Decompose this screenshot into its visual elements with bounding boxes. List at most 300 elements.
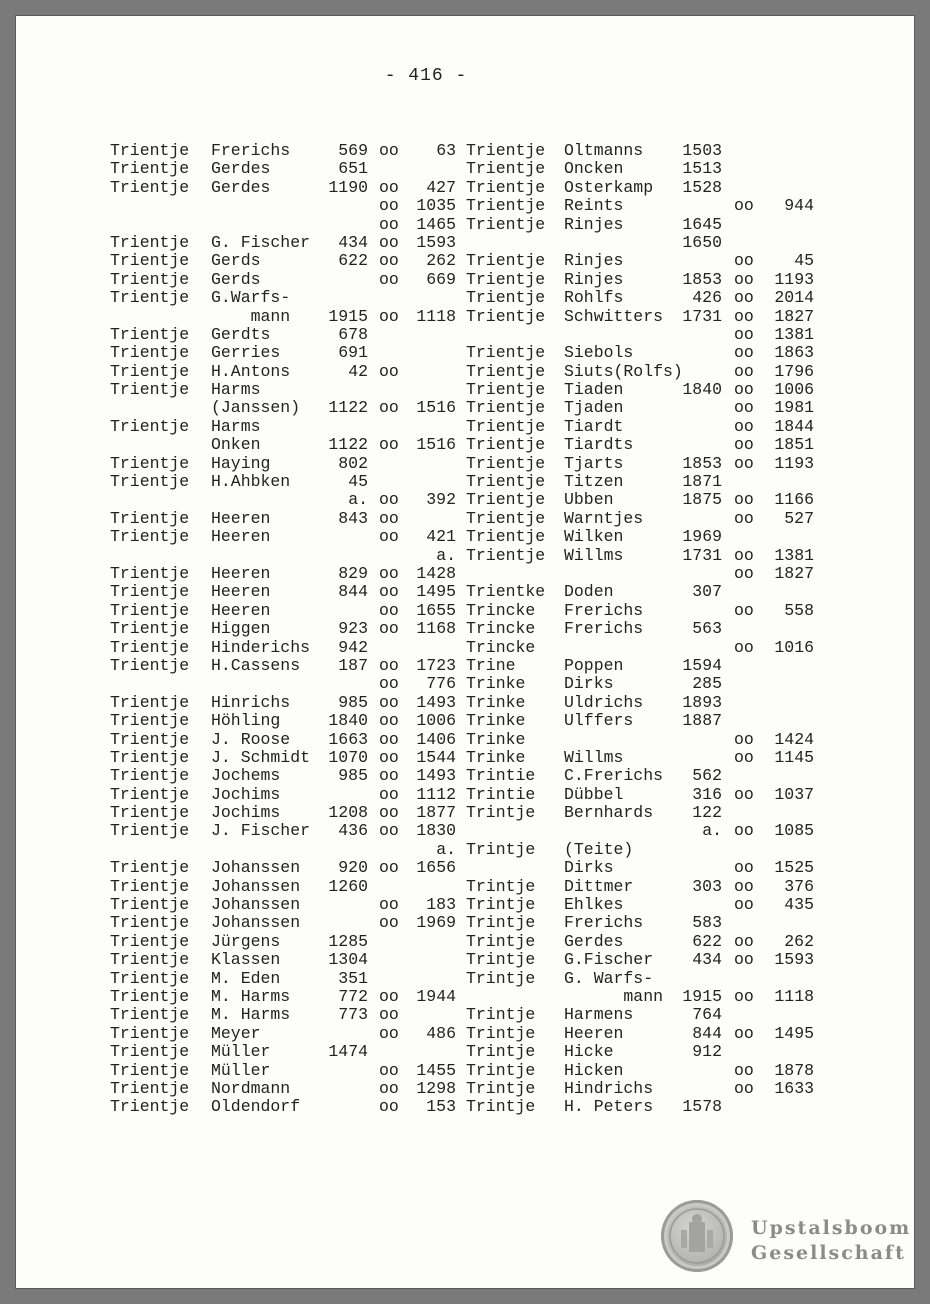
last-name: Uldrichs <box>564 692 644 712</box>
entry-number: 583 <box>692 913 722 933</box>
reference-number: 2014 <box>774 288 814 308</box>
first-name: Trintje <box>466 876 536 896</box>
first-name: Trine <box>466 655 516 675</box>
entry-number: 187 <box>338 655 368 675</box>
marriage-marker: oo <box>734 196 754 216</box>
last-name: Hinrichs <box>211 692 291 712</box>
last-name: Dirks <box>564 674 614 694</box>
first-name: Trientje <box>110 784 190 804</box>
last-name: Oltmanns <box>564 141 644 160</box>
first-name: Trientje <box>110 251 190 271</box>
first-name: Trientje <box>110 858 190 878</box>
last-name: Warntjes <box>564 508 644 528</box>
marriage-marker: oo <box>379 711 399 731</box>
marriage-marker: oo <box>734 986 754 1006</box>
first-name: Trintje <box>466 1097 536 1117</box>
marriage-marker: oo <box>379 600 399 620</box>
first-name: Trientje <box>466 545 546 565</box>
marriage-marker: oo <box>379 674 399 694</box>
entry-number: 351 <box>338 968 368 988</box>
marriage-marker: oo <box>379 177 399 197</box>
reference-number: 1298 <box>416 1078 456 1098</box>
marriage-marker: oo <box>734 361 754 381</box>
last-name: Johanssen <box>211 895 301 915</box>
entry-number: 985 <box>338 766 368 786</box>
entry-number: 1731 <box>682 545 722 565</box>
entry-number: a. <box>348 490 368 510</box>
entry-number: 1503 <box>682 141 722 160</box>
logo-line-1: Upstalsboom <box>751 1217 912 1239</box>
first-name: Trientje <box>110 324 190 344</box>
first-name: Trinke <box>466 729 526 749</box>
marriage-marker: oo <box>734 508 754 528</box>
entry-number: 773 <box>338 1005 368 1025</box>
first-name: Trientje <box>110 637 190 657</box>
entry-number: 1915 <box>682 986 722 1006</box>
first-name: Trientje <box>110 1042 190 1062</box>
last-name: Poppen <box>564 655 624 675</box>
reference-number: 1830 <box>416 821 456 841</box>
last-name: Rinjes <box>564 214 624 234</box>
marriage-marker: oo <box>379 582 399 602</box>
marriage-marker: oo <box>379 803 399 823</box>
reference-number: 1525 <box>774 858 814 878</box>
first-name: Trincke <box>466 619 536 639</box>
reference-number: 1035 <box>416 196 456 216</box>
first-name: Trientje <box>110 361 190 381</box>
logo-text <box>751 1216 911 1266</box>
marriage-marker: oo <box>734 600 754 620</box>
marriage-marker: oo <box>379 729 399 749</box>
entry-number: a. <box>702 821 722 841</box>
first-name: Trintje <box>466 1078 536 1098</box>
marriage-marker: oo <box>379 821 399 841</box>
last-name: Wilken <box>564 527 624 547</box>
entry-number: 122 <box>692 803 722 823</box>
first-name: Trientje <box>110 472 190 492</box>
first-name: Trientje <box>110 931 190 951</box>
last-name: Ubben <box>564 490 614 510</box>
reference-number: 1406 <box>416 729 456 749</box>
first-name: Trientje <box>110 766 190 786</box>
reference-number: 1633 <box>774 1078 814 1098</box>
entry-number: 1594 <box>682 655 722 675</box>
first-name: Trientje <box>110 582 190 602</box>
reference-number: 392 <box>426 490 456 510</box>
marriage-marker: oo <box>379 1097 399 1117</box>
last-name: Reints <box>564 196 624 216</box>
last-name: Nordmann <box>211 1078 291 1098</box>
first-name: Trientje <box>110 177 190 197</box>
entry-number: 923 <box>338 619 368 639</box>
first-name: Trientje <box>466 435 546 455</box>
first-name: Trientje <box>110 141 190 160</box>
reference-number: 1827 <box>774 306 814 326</box>
marriage-marker: oo <box>379 398 399 418</box>
last-name: Gerds <box>211 269 261 289</box>
first-name: Trientje <box>110 986 190 1006</box>
last-name: Titzen <box>564 472 624 492</box>
marriage-marker: oo <box>379 747 399 767</box>
reference-number: 1465 <box>416 214 456 234</box>
first-name: Trintje <box>466 1005 536 1025</box>
marriage-marker: oo <box>379 1078 399 1098</box>
first-name: Trincke <box>466 600 536 620</box>
first-name: Trientje <box>110 655 190 675</box>
first-name: Trientje <box>110 563 190 583</box>
reference-number: 1424 <box>774 729 814 749</box>
last-name: Dittmer <box>564 876 634 896</box>
first-name: Trientje <box>466 214 546 234</box>
entry-number: 622 <box>692 931 722 951</box>
marriage-marker: oo <box>734 637 754 657</box>
marriage-marker: oo <box>379 490 399 510</box>
last-name: (Janssen) <box>211 398 301 418</box>
last-name: Dirks <box>564 858 614 878</box>
first-name: Trientke <box>466 582 546 602</box>
last-name: Hicken <box>564 1060 624 1080</box>
document-page <box>16 16 914 1288</box>
entry-number: 1840 <box>682 380 722 400</box>
last-name: Rinjes <box>564 251 624 271</box>
marriage-marker: oo <box>379 527 399 547</box>
entry-number: 1578 <box>682 1097 722 1117</box>
last-name: Müller <box>211 1060 271 1080</box>
entry-number: 434 <box>338 232 368 252</box>
seal-icon <box>661 1200 733 1272</box>
reference-number: 1944 <box>416 986 456 1006</box>
last-name: Frerichs <box>211 141 291 160</box>
marriage-marker: oo <box>734 1060 754 1080</box>
reference-number: 944 <box>784 196 814 216</box>
last-name: Höhling <box>211 711 281 731</box>
first-name: Trientje <box>466 416 546 436</box>
last-name: Schwitters <box>564 306 664 326</box>
reference-number: 63 <box>436 141 456 160</box>
last-name: J. Roose <box>211 729 291 749</box>
entry-number: 1663 <box>328 729 368 749</box>
first-name: Trientje <box>110 803 190 823</box>
reference-number: 1381 <box>774 324 814 344</box>
last-name: Siuts(Rolfs) <box>564 361 683 381</box>
entry-number: 426 <box>692 288 722 308</box>
last-name: M. Harms <box>211 1005 291 1025</box>
first-name: Trientje <box>466 472 546 492</box>
last-name: Johanssen <box>211 876 301 896</box>
first-name: Trientje <box>466 306 546 326</box>
last-name: Harmens <box>564 1005 634 1025</box>
first-name: Trientje <box>110 453 190 473</box>
last-name: Jochems <box>211 766 281 786</box>
reference-number: 1193 <box>774 269 814 289</box>
first-name: Trientje <box>466 269 546 289</box>
reference-number: 376 <box>784 876 814 896</box>
reference-number: 421 <box>426 527 456 547</box>
reference-number: 183 <box>426 895 456 915</box>
entry-number: 285 <box>692 674 722 694</box>
reference-number: 1844 <box>774 416 814 436</box>
entry-number: 829 <box>338 563 368 583</box>
marriage-marker: oo <box>734 453 754 473</box>
first-name: Trientje <box>110 1078 190 1098</box>
first-name: Trientje <box>110 692 190 712</box>
first-name: Trientje <box>110 232 190 252</box>
last-name: Heeren <box>211 563 271 583</box>
last-name: Heeren <box>211 527 271 547</box>
marriage-marker: oo <box>734 288 754 308</box>
first-name: Trientje <box>466 453 546 473</box>
last-name: Klassen <box>211 950 281 970</box>
first-name: Trintje <box>466 913 536 933</box>
logo-line-2: Gesellschaft <box>751 1242 906 1264</box>
marriage-marker: oo <box>734 416 754 436</box>
reference-number: 1593 <box>774 950 814 970</box>
first-name: Trientje <box>110 1060 190 1080</box>
reference-number: 1723 <box>416 655 456 675</box>
reference-number: 1969 <box>416 913 456 933</box>
first-name: Trintje <box>466 803 536 823</box>
entry-number: 1887 <box>682 711 722 731</box>
reference-number: 1656 <box>416 858 456 878</box>
marriage-marker: oo <box>734 1023 754 1043</box>
entry-number: 563 <box>692 619 722 639</box>
reference-number: 1112 <box>416 784 456 804</box>
entry-number: 1208 <box>328 803 368 823</box>
first-name: Trintje <box>466 839 536 859</box>
marriage-marker: oo <box>734 747 754 767</box>
last-name: J. Schmidt <box>211 747 311 767</box>
marriage-marker: oo <box>379 655 399 675</box>
last-name: mann <box>211 306 291 326</box>
reference-number: 1877 <box>416 803 456 823</box>
reference-number: 1168 <box>416 619 456 639</box>
entry-number: 651 <box>338 159 368 179</box>
first-name: Trientje <box>466 251 546 271</box>
entry-number: 1304 <box>328 950 368 970</box>
entry-number: 307 <box>692 582 722 602</box>
first-name: Trientje <box>110 729 190 749</box>
reference-number: 1516 <box>416 435 456 455</box>
entry-number: 942 <box>338 637 368 657</box>
first-name: Trientje <box>110 619 190 639</box>
reference-number: 1593 <box>416 232 456 252</box>
first-name: Trientje <box>110 711 190 731</box>
last-name: Haying <box>211 453 271 473</box>
last-name: Osterkamp <box>564 177 654 197</box>
entry-number: 1871 <box>682 472 722 492</box>
marriage-marker: oo <box>379 619 399 639</box>
reference-number: 1544 <box>416 747 456 767</box>
marriage-marker: oo <box>734 784 754 804</box>
last-name: J. Fischer <box>211 821 311 841</box>
last-name: Johanssen <box>211 913 301 933</box>
first-name: Trientje <box>110 747 190 767</box>
entry-number: 1650 <box>682 232 722 252</box>
last-name: Hicke <box>564 1042 614 1062</box>
reference-number: 1166 <box>774 490 814 510</box>
reference-number: 1006 <box>416 711 456 731</box>
last-name: Doden <box>564 582 614 602</box>
last-name: G. Warfs- <box>564 968 654 988</box>
first-name: Trientje <box>110 913 190 933</box>
last-name: Ehlkes <box>564 895 624 915</box>
last-name: Gerries <box>211 343 281 363</box>
last-name: Tjarts <box>564 453 624 473</box>
last-name: Frerichs <box>564 619 644 639</box>
last-name: Hindrichs <box>564 1078 654 1098</box>
marriage-marker: oo <box>379 251 399 271</box>
reference-number: 427 <box>426 177 456 197</box>
first-name: Trintje <box>466 1023 536 1043</box>
entry-number: 1915 <box>328 306 368 326</box>
reference-number: 1495 <box>416 582 456 602</box>
reference-number: 1455 <box>416 1060 456 1080</box>
last-name: Oncken <box>564 159 624 179</box>
entry-number: 844 <box>338 582 368 602</box>
reference-number: 1145 <box>774 747 814 767</box>
reference-number: 1827 <box>774 563 814 583</box>
first-name: Trientje <box>110 416 190 436</box>
marriage-marker: oo <box>379 766 399 786</box>
reference-number: 262 <box>784 931 814 951</box>
last-name: Oldendorf <box>211 1097 301 1117</box>
entry-number: 1285 <box>328 931 368 951</box>
marriage-marker: oo <box>379 306 399 326</box>
last-name: Dübbel <box>564 784 624 804</box>
first-name: Trientje <box>110 1097 190 1117</box>
last-name: Johanssen <box>211 858 301 878</box>
last-name: H.Cassens <box>211 655 301 675</box>
last-name: Frerichs <box>564 600 644 620</box>
last-name: G.Warfs- <box>211 288 291 308</box>
marriage-marker: oo <box>379 563 399 583</box>
first-name: Trinke <box>466 747 526 767</box>
marriage-marker: oo <box>379 141 399 160</box>
entry-number: 569 <box>338 141 368 160</box>
marriage-marker: oo <box>379 784 399 804</box>
entry-number: 1853 <box>682 269 722 289</box>
entry-number: 912 <box>692 1042 722 1062</box>
last-name: H. Peters <box>564 1097 654 1117</box>
reference-number: 1493 <box>416 692 456 712</box>
marriage-marker: oo <box>734 895 754 915</box>
first-name: Trintje <box>466 1042 536 1062</box>
first-name: Trintie <box>466 784 536 804</box>
entry-number: 1645 <box>682 214 722 234</box>
first-name: Trinke <box>466 692 526 712</box>
last-name: Harms <box>211 416 261 436</box>
first-name: Trintie <box>466 766 536 786</box>
marriage-marker: oo <box>734 324 754 344</box>
reference-number: 45 <box>794 251 814 271</box>
reference-number: 1863 <box>774 343 814 363</box>
entry-number: 772 <box>338 986 368 1006</box>
last-name: G. Fischer <box>211 232 311 252</box>
entry-number: 1190 <box>328 177 368 197</box>
marriage-marker: oo <box>379 269 399 289</box>
reference-number: a. <box>436 839 456 859</box>
last-name: Higgen <box>211 619 271 639</box>
reference-number: 486 <box>426 1023 456 1043</box>
entry-number: 1474 <box>328 1042 368 1062</box>
marriage-marker: oo <box>734 251 754 271</box>
marriage-marker: oo <box>734 269 754 289</box>
reference-number: 1851 <box>774 435 814 455</box>
marriage-marker: oo <box>734 931 754 951</box>
first-name: Trintje <box>466 931 536 951</box>
last-name: Meyer <box>211 1023 261 1043</box>
reference-number: 435 <box>784 895 814 915</box>
first-name: Trientje <box>466 361 546 381</box>
marriage-marker: oo <box>379 895 399 915</box>
last-name: C.Frerichs <box>564 766 664 786</box>
marriage-marker: oo <box>734 729 754 749</box>
last-name: Frerichs <box>564 913 644 933</box>
last-name: Tiardt <box>564 416 624 436</box>
first-name: Trientje <box>110 876 190 896</box>
first-name: Trientje <box>110 821 190 841</box>
entry-number: 920 <box>338 858 368 878</box>
reference-number: 1118 <box>774 986 814 1006</box>
marriage-marker: oo <box>734 950 754 970</box>
reference-number: 1118 <box>416 306 456 326</box>
first-name: Trientje <box>110 288 190 308</box>
last-name: Müller <box>211 1042 271 1062</box>
first-name: Trientje <box>110 950 190 970</box>
last-name: G.Fischer <box>564 950 654 970</box>
first-name: Trientje <box>110 380 190 400</box>
entry-number: 1122 <box>328 398 368 418</box>
first-name: Trientje <box>466 380 546 400</box>
entry-number: 1731 <box>682 306 722 326</box>
reference-number: 1428 <box>416 563 456 583</box>
reference-number: 1655 <box>416 600 456 620</box>
entry-number: 1969 <box>682 527 722 547</box>
last-name: Tiaden <box>564 380 624 400</box>
first-name: Trientje <box>466 398 546 418</box>
entry-number: 1260 <box>328 876 368 896</box>
marriage-marker: oo <box>379 692 399 712</box>
reference-number: 1037 <box>774 784 814 804</box>
marriage-marker: oo <box>734 821 754 841</box>
first-name: Trientje <box>110 269 190 289</box>
reference-number: 1516 <box>416 398 456 418</box>
last-name: Gerdes <box>211 159 271 179</box>
reference-number: 1981 <box>774 398 814 418</box>
marriage-marker: oo <box>379 1023 399 1043</box>
first-name: Trientje <box>466 288 546 308</box>
entry-number: 562 <box>692 766 722 786</box>
last-name: Heeren <box>564 1023 624 1043</box>
last-name: Rohlfs <box>564 288 624 308</box>
reference-number: 1381 <box>774 545 814 565</box>
last-name: Jochims <box>211 784 281 804</box>
entry-number: 1528 <box>682 177 722 197</box>
first-name: Trientje <box>110 508 190 528</box>
marriage-marker: oo <box>734 380 754 400</box>
last-name: M. Eden <box>211 968 281 988</box>
first-name: Trientje <box>466 159 546 179</box>
last-name: Onken <box>211 435 261 455</box>
entry-number: 436 <box>338 821 368 841</box>
marriage-marker: oo <box>734 563 754 583</box>
first-name: Trinke <box>466 711 526 731</box>
last-name: Gerdts <box>211 324 271 344</box>
last-name: Gerdes <box>564 931 624 951</box>
first-name: Trintje <box>466 895 536 915</box>
first-name: Trintje <box>466 968 536 988</box>
last-name: Jürgens <box>211 931 281 951</box>
